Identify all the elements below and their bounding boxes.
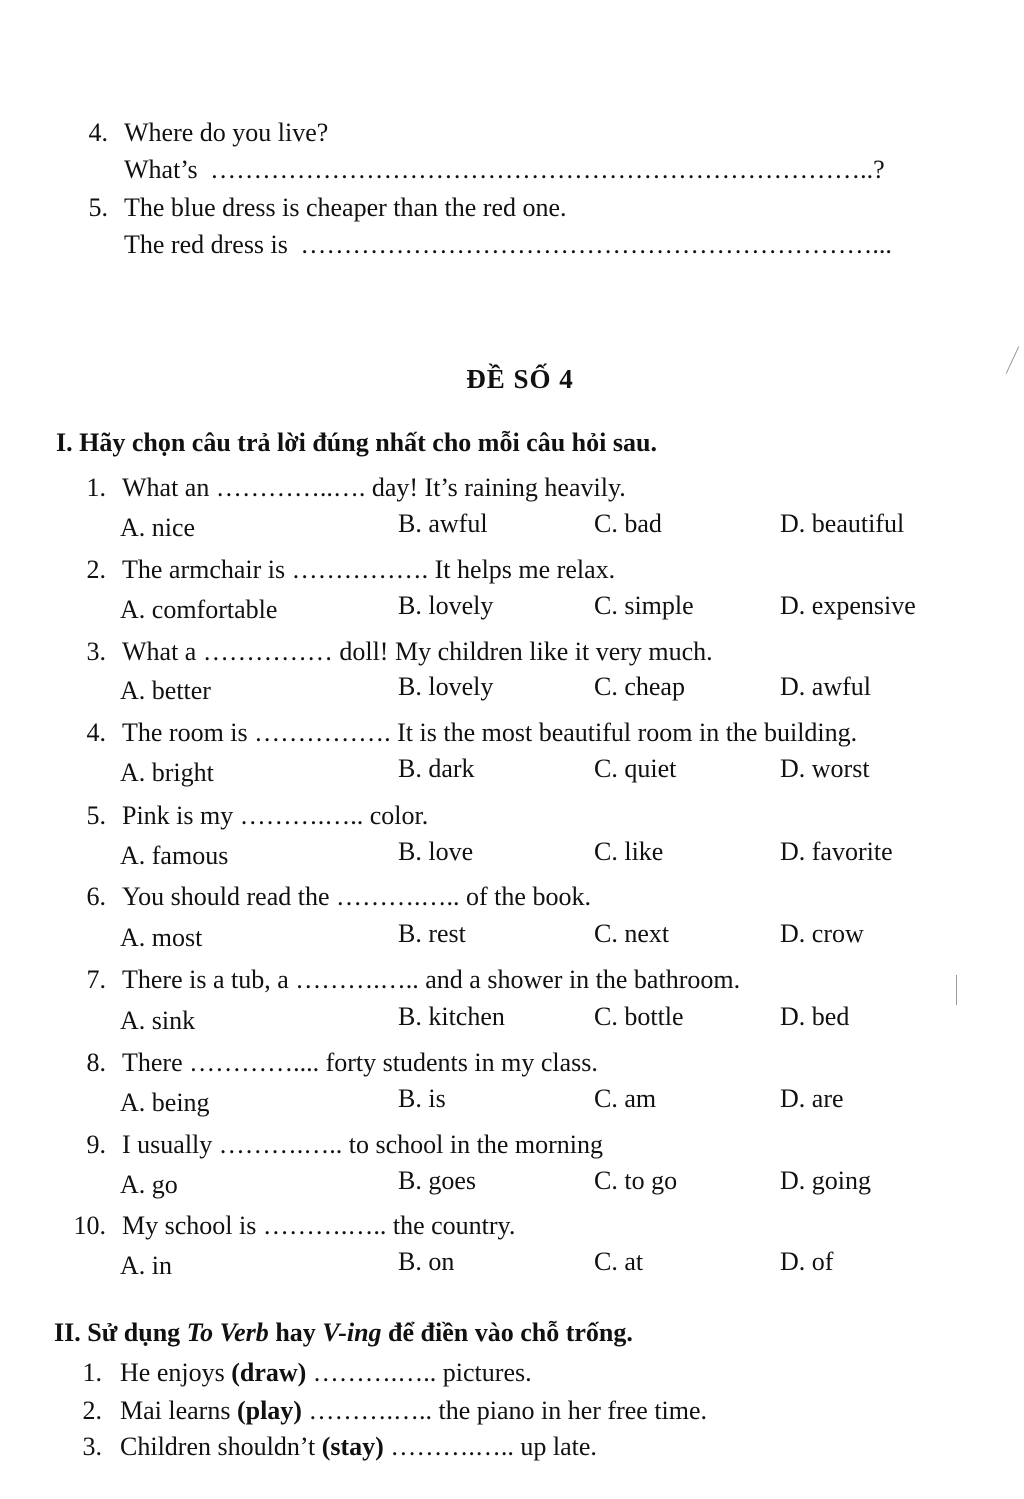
item-pre: Mai learns <box>120 1396 231 1425</box>
question-text: I usually ……….….. to school in the morning <box>122 1130 603 1159</box>
question-number: 7. <box>86 965 106 994</box>
option-c[interactable]: C. bad <box>594 509 662 538</box>
item-verb: (draw) <box>231 1358 307 1387</box>
section-heading: I. Hãy chọn câu trả lời đúng nhất cho mỗi câu hỏi sau. <box>56 428 657 457</box>
option-d[interactable]: D. favorite <box>780 837 893 866</box>
item-pre: Children shouldn’t <box>120 1432 316 1461</box>
option-b[interactable]: B. dark <box>398 754 475 783</box>
option-c[interactable]: C. next <box>594 919 670 948</box>
item-post: ……….….. pictures. <box>312 1358 532 1387</box>
question-number: 6. <box>86 882 106 911</box>
scan-mark <box>956 975 957 1005</box>
option-c[interactable]: C. to go <box>594 1166 678 1195</box>
option-a[interactable]: A. in <box>120 1251 172 1280</box>
fill-in-item <box>120 1434 597 1460</box>
prompt-text: The red dress is <box>124 230 288 259</box>
item-number: 3. <box>82 1432 102 1461</box>
option-a[interactable]: A. nice <box>120 513 196 542</box>
option-d[interactable]: D. crow <box>780 919 864 948</box>
question-text: The room is ……………. It is the most beautiful room in the building. <box>122 718 858 747</box>
option-c[interactable]: C. simple <box>594 591 694 620</box>
page-title: ĐỀ SỐ 4 <box>466 364 574 394</box>
heading-suffix: để điền vào chỗ trống. <box>388 1318 633 1347</box>
option-d[interactable]: D. going <box>780 1166 871 1195</box>
item-pre: He enjoys <box>120 1358 225 1387</box>
option-c[interactable]: C. cheap <box>594 672 685 701</box>
question-number: 3. <box>86 637 106 666</box>
section-heading <box>54 1320 633 1346</box>
option-a[interactable]: A. most <box>120 923 203 952</box>
answer-blank: …………………………………………………………………..? <box>210 157 885 183</box>
option-c[interactable]: C. am <box>594 1084 657 1113</box>
option-d[interactable]: D. beautiful <box>780 509 905 538</box>
item-verb: (play) <box>236 1396 302 1425</box>
option-b[interactable]: B. on <box>398 1247 455 1276</box>
heading-mid: hay <box>275 1318 316 1347</box>
question-number: 2. <box>86 555 106 584</box>
option-b[interactable]: B. love <box>398 837 474 866</box>
option-b[interactable]: B. rest <box>398 919 466 948</box>
question-text: My school is ……….….. the country. <box>122 1211 516 1240</box>
option-c[interactable]: C. quiet <box>594 754 677 783</box>
option-b[interactable]: B. lovely <box>398 672 494 701</box>
question-text: You should read the ……….….. of the book. <box>122 882 591 911</box>
item-number: 2. <box>82 1396 102 1425</box>
item-number: 1. <box>82 1358 102 1387</box>
question-text: What a …………… doll! My children like it very much. <box>122 637 713 666</box>
option-a[interactable]: A. better <box>120 676 211 705</box>
question-text: The blue dress is cheaper than the red one. <box>124 193 567 222</box>
option-b[interactable]: B. is <box>398 1084 446 1113</box>
option-b[interactable]: B. awful <box>398 509 488 538</box>
answer-prompt <box>124 232 945 258</box>
item-post: ……….….. up late. <box>390 1432 597 1461</box>
fill-in-item <box>120 1360 532 1386</box>
question-text: There ………….... forty students in my class. <box>122 1048 598 1077</box>
option-a[interactable]: A. famous <box>120 841 229 870</box>
question-number: 8. <box>86 1048 106 1077</box>
option-a[interactable]: A. go <box>120 1170 178 1199</box>
option-b[interactable]: B. goes <box>398 1166 476 1195</box>
item-number: 4. <box>88 118 108 147</box>
option-a[interactable]: A. being <box>120 1088 210 1117</box>
fill-in-item <box>120 1398 707 1424</box>
question-number: 9. <box>86 1130 106 1159</box>
heading-ving: V-ing <box>322 1318 382 1347</box>
answer-prompt <box>124 157 955 183</box>
item-verb: (stay) <box>321 1432 384 1461</box>
option-c[interactable]: C. bottle <box>594 1002 684 1031</box>
question-text: What an …………..…. day! It’s raining heavily. <box>122 473 626 502</box>
answer-blank: …………………………………………………………... <box>300 232 892 258</box>
heading-prefix: II. Sử dụng <box>54 1318 181 1347</box>
item-number: 5. <box>88 193 108 222</box>
option-d[interactable]: D. expensive <box>780 591 916 620</box>
option-d[interactable]: D. are <box>780 1084 844 1113</box>
option-d[interactable]: D. worst <box>780 754 870 783</box>
question-number: 10. <box>73 1211 106 1240</box>
heading-to-verb: To Verb <box>186 1318 269 1347</box>
question-text: Where do you live? <box>124 118 329 147</box>
option-b[interactable]: B. kitchen <box>398 1002 505 1031</box>
option-c[interactable]: C. at <box>594 1247 644 1276</box>
question-number: 5. <box>86 801 106 830</box>
option-a[interactable]: A. bright <box>120 758 214 787</box>
option-c[interactable]: C. like <box>594 837 664 866</box>
item-post: ……….….. the piano in her free time. <box>308 1396 708 1425</box>
question-number: 4. <box>86 718 106 747</box>
question-text: There is a tub, a ……….….. and a shower in the bathroom. <box>122 965 741 994</box>
option-a[interactable]: A. sink <box>120 1006 196 1035</box>
option-a[interactable]: A. comfortable <box>120 595 278 624</box>
option-b[interactable]: B. lovely <box>398 591 494 620</box>
question-text: Pink is my ……….….. color. <box>122 801 429 830</box>
option-d[interactable]: D. bed <box>780 1002 850 1031</box>
question-number: 1. <box>86 473 106 502</box>
question-text: The armchair is ……………. It helps me relax. <box>122 555 616 584</box>
option-d[interactable]: D. awful <box>780 672 871 701</box>
prompt-text: What’s <box>124 155 198 184</box>
option-d[interactable]: D. of <box>780 1247 834 1276</box>
